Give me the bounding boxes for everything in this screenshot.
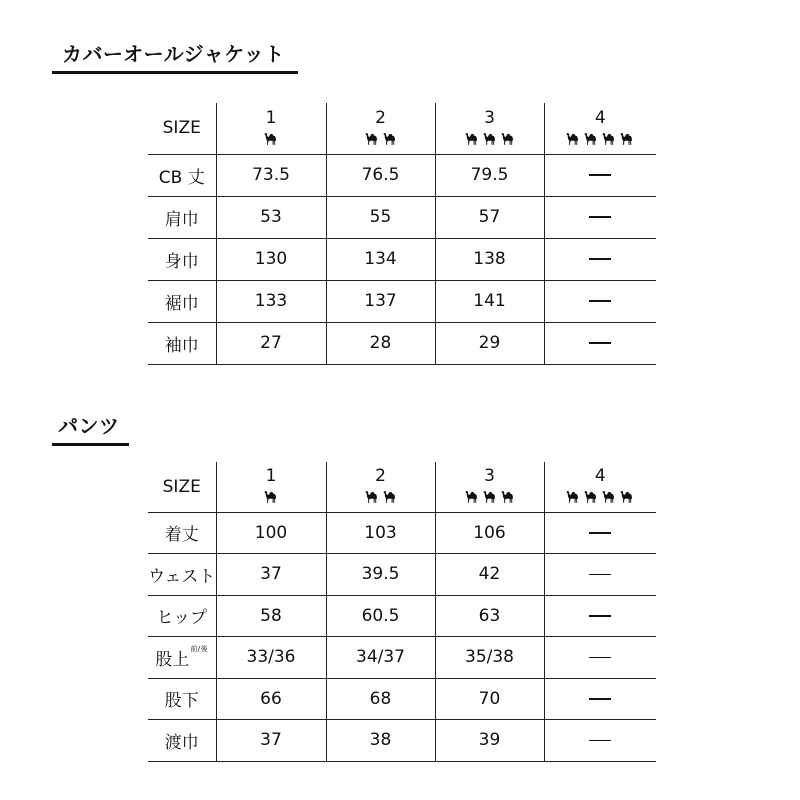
size-column-header [216,103,326,154]
camel-icon [382,488,398,504]
camel-icon [482,488,498,504]
size-number: 2 [375,466,386,487]
camel-icon [263,130,279,146]
not-available-dash [589,574,611,576]
size-header-label: SIZE [148,103,216,154]
size-number: 2 [375,107,386,128]
camel-icon [619,488,635,504]
size-camel-icons [545,130,657,148]
size-camel-icons [436,488,544,506]
measurement-value: 70 [435,678,544,720]
measurement-value: 66 [216,678,326,720]
not-available-dash [589,342,611,344]
size-column-header [544,103,656,154]
table-row [148,595,656,637]
jacket-section-title: カバーオールジャケット [62,42,285,66]
table-row [148,678,656,720]
size-number: 3 [484,466,495,487]
size-camel-icons [436,130,544,148]
size-camel-icons [545,488,657,506]
measurement-value [544,238,656,280]
measurement-value: 55 [326,196,435,238]
size-camel-icons [217,488,326,506]
size-number: 4 [594,466,606,487]
size-header-label: SIZE [148,462,216,512]
measurement-value: 57 [435,196,544,238]
measurement-value [544,154,656,196]
table-row [148,637,656,679]
measurement-value: 27 [216,322,326,364]
camel-icon [583,488,599,504]
not-available-dash [589,657,611,659]
measurement-value: 39.5 [326,554,435,596]
size-camel-icons [327,488,435,506]
camel-icon [464,488,480,504]
camel-icon [500,130,516,146]
measurement-value: 58 [216,595,326,637]
table-row [148,512,656,554]
camel-icon [364,130,380,146]
measurement-value: 34/37 [326,637,435,679]
size-camel-icons [217,130,326,148]
measurement-label: 裾巾 [148,280,216,322]
not-available-dash [589,698,611,700]
camel-icon [464,130,480,146]
size-number: 1 [265,466,277,487]
camel-icon [565,488,581,504]
table-row [148,154,656,196]
size-number: 1 [265,107,277,128]
measurement-value [544,554,656,596]
not-available-dash [589,258,611,260]
measurement-value: 28 [326,322,435,364]
measurement-value: 130 [216,238,326,280]
measurement-label: 着丈 [148,512,216,554]
measurement-value: 33/36 [216,637,326,679]
measurement-label: 袖巾 [148,322,216,364]
not-available-dash [589,216,611,218]
measurement-value: 106 [435,512,544,554]
measurement-value [544,678,656,720]
camel-icon [263,488,279,504]
measurement-label: ヒップ [148,595,216,637]
measurement-value [544,322,656,364]
jacket-header-row [148,103,656,154]
measurement-value: 133 [216,280,326,322]
measurement-value: 100 [216,512,326,554]
camel-icon [382,130,398,146]
measurement-value: 103 [326,512,435,554]
camel-icon [583,130,599,146]
size-column-header [326,103,435,154]
pants-title-underline [52,443,129,446]
measurement-value [544,595,656,637]
measurement-value [544,720,656,762]
not-available-dash [589,740,611,742]
size-camel-icons [327,130,435,148]
measurement-value [544,196,656,238]
camel-icon [601,130,617,146]
camel-icon [619,130,635,146]
measurement-value: 79.5 [435,154,544,196]
measurement-value: 53 [216,196,326,238]
size-number: 3 [484,107,495,128]
not-available-dash [589,615,611,617]
measurement-label-with-note [148,637,216,679]
measurement-value: 29 [435,322,544,364]
measurement-label: CB 丈 [148,154,216,196]
measurement-label: 肩巾 [148,196,216,238]
measurement-label: 股上 [155,649,190,670]
measurement-label: 渡巾 [148,720,216,762]
jacket-title-underline [52,71,298,74]
measurement-value: 141 [435,280,544,322]
measurement-value [544,512,656,554]
table-row [148,322,656,364]
measurement-value [544,637,656,679]
measurement-value: 42 [435,554,544,596]
table-row [148,720,656,762]
size-column-header [435,462,544,512]
measurement-label: ウェスト [148,554,216,596]
measurement-value: 39 [435,720,544,762]
camel-icon [565,130,581,146]
size-number: 4 [594,107,606,128]
table-row [148,280,656,322]
not-available-dash [589,300,611,302]
pants-size-table [148,462,656,762]
measurement-value: 38 [326,720,435,762]
measurement-value: 138 [435,238,544,280]
camel-icon [364,488,380,504]
table-row [148,196,656,238]
measurement-value [544,280,656,322]
measurement-value: 37 [216,554,326,596]
measurement-value: 134 [326,238,435,280]
camel-icon [500,488,516,504]
pants-section-title: パンツ [58,414,120,438]
table-row [148,238,656,280]
size-column-header [544,462,656,512]
measurement-label: 身巾 [148,238,216,280]
measurement-value: 68 [326,678,435,720]
table-row [148,554,656,596]
size-column-header [216,462,326,512]
pants-header-row [148,462,656,512]
not-available-dash [589,532,611,534]
measurement-label: 股下 [148,678,216,720]
camel-icon [482,130,498,146]
size-column-header [435,103,544,154]
jacket-size-table [148,103,656,365]
size-column-header [326,462,435,512]
not-available-dash [589,174,611,176]
measurement-value: 76.5 [326,154,435,196]
front-back-note: 前/後 [190,644,209,653]
measurement-value: 137 [326,280,435,322]
measurement-value: 63 [435,595,544,637]
measurement-value: 35/38 [435,637,544,679]
measurement-value: 73.5 [216,154,326,196]
camel-icon [601,488,617,504]
measurement-value: 60.5 [326,595,435,637]
measurement-value: 37 [216,720,326,762]
